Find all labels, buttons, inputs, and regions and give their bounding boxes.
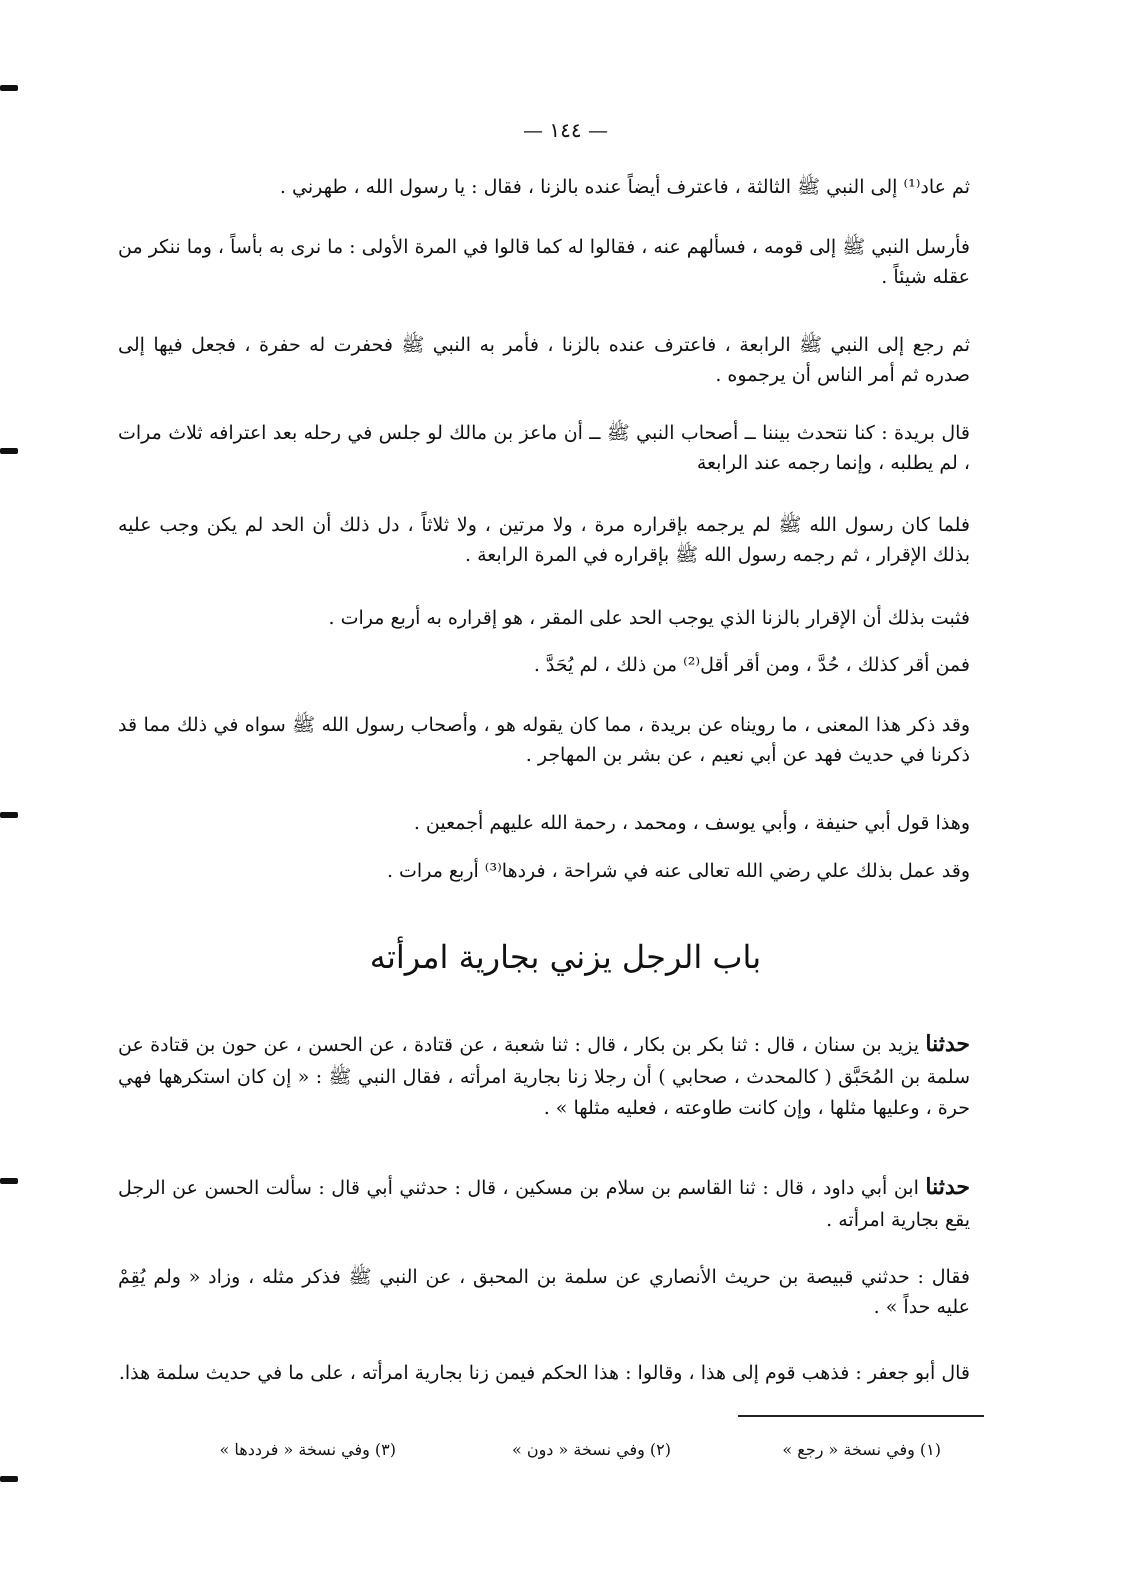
paragraph-9: وهذا قول أبي حنيفة ، وأبي يوسف ، ومحمد ، رحمة الله عليهم أجمعين . (413, 812, 970, 834)
footnote-divider (738, 1415, 984, 1417)
hadith-1-lead: حدثنا (925, 1031, 971, 1057)
paragraph-8: وقد ذكر هذا المعنى ، ما رويناه عن بريدة ، مما كان يقوله هو ، وأصحاب رسول الله ﷺ سواه في ذلك مما قد ذكرنا في حديث فهد عن أبي نعيم ، عن بشر بن المهاجر . (118, 714, 970, 767)
paragraph-4: قال بريدة : كنا نتحدث بيننا ــ أصحاب النبي ﷺ ــ أن ماعز بن مالك لو جلس في رحله بعد اعترافه ثلاث مرات ، لم يطلبه ، وإنما رجمه عند الرابعة (118, 422, 970, 475)
hadith-3-text: فقال : حدثني قبيصة بن حريث الأنصاري عن سلمة بن المحبق ، عن النبي ﷺ فذكر مثله ، وزاد « ولم يُقِمْ عليه حداً » . (118, 1266, 970, 1319)
scan-margin-mark (0, 812, 18, 818)
hadith-3 (118, 1262, 970, 1323)
page-number: — ١٤٤ — (523, 118, 608, 142)
scan-margin-mark (0, 448, 18, 454)
paragraph-6: فثبت بذلك أن الإقرار بالزنا الذي يوجب الحد على المقر ، هو إقراره به أربع مرات . (328, 607, 970, 629)
hadith-4 (118, 1358, 970, 1388)
paragraph-2: فأرسل النبي ﷺ إلى قومه ، فسألهم عنه ، فقالوا له كما قالوا في المرة الأولى : ما نرى به بأساً ، وما ننكر من عقله شيئاً . (118, 236, 970, 289)
section-title: باب الرجل يزني بجارية امرأته (369, 938, 762, 976)
scan-margin-mark (0, 1178, 18, 1184)
paragraph-1: ثم عاد⁽¹⁾ إلى النبي ﷺ الثالثة ، فاعترف أيضاً عنده بالزنا ، فقال : يا رسول الله ، طهرني . (279, 176, 970, 198)
paragraph-3: ثم رجع إلى النبي ﷺ الرابعة ، فاعترف عنده بالزنا ، فأمر به النبي ﷺ فحفرت له حفرة ، فجعل فيها إلى صدره ثم أمر الناس أن يرجموه . (118, 334, 970, 387)
paragraph-7: فمن أقر كذلك ، حُدَّ ، ومن أقر أقل⁽²⁾ من ذلك ، لم يُحَدَّ . (533, 654, 970, 676)
hadith-2-lead: حدثنا (925, 1174, 971, 1200)
footnote-2: (٢) وفي نسخة « دون » (511, 1440, 671, 1459)
footnote-1: (١) وفي نسخة « رجع » (782, 1440, 941, 1459)
hadith-4-text: قال أبو جعفر : فذهب قوم إلى هذا ، وقالوا : هذا الحكم فيمن زنا بجارية امرأته ، على ما في حديث سلمة هذا. (118, 1362, 970, 1384)
paragraph-10: وقد عمل بذلك علي رضي الله تعالى عنه في شراحة ، فردها⁽³⁾ أربع مرات . (386, 860, 970, 882)
hadith-1-text: يزيد بن سنان ، قال : ثنا بكر بن بكار ، قال : ثنا شعبة ، عن قتادة ، عن الحسن ، عن حون بن قتادة عن سلمة بن المُحَبَّق ( كالمحدث ، صحابي ) أن رجلا زنا بجارية امرأته ، فقال النبي ﷺ : « إن كان استكرهها فهي حرة ، وعليها مثلها ، وإن كانت طاوعته ، فعليه مثلها » . (118, 1034, 970, 1119)
paragraph-5: فلما كان رسول الله ﷺ لم يرجمه بإقراره مرة ، ولا مرتين ، ولا ثلاثاً ، دل ذلك أن الحد لم يكن وجب عليه بذلك الإقرار ، ثم رجمه رسول الله ﷺ بإقراره في المرة الرابعة . (118, 514, 970, 567)
hadith-2-text: ابن أبي داود ، قال : ثنا القاسم بن سلام بن مسكين ، قال : حدثني أبي قال : سألت الحسن عن الرجل يقع بجارية امرأته . (118, 1177, 970, 1232)
hadith-2 (118, 1170, 970, 1236)
footnote-3: (٣) وفي نسخة « فرددها » (219, 1440, 396, 1459)
hadith-1 (118, 1027, 970, 1123)
scan-margin-mark (0, 85, 18, 91)
scan-margin-mark (0, 1476, 18, 1482)
